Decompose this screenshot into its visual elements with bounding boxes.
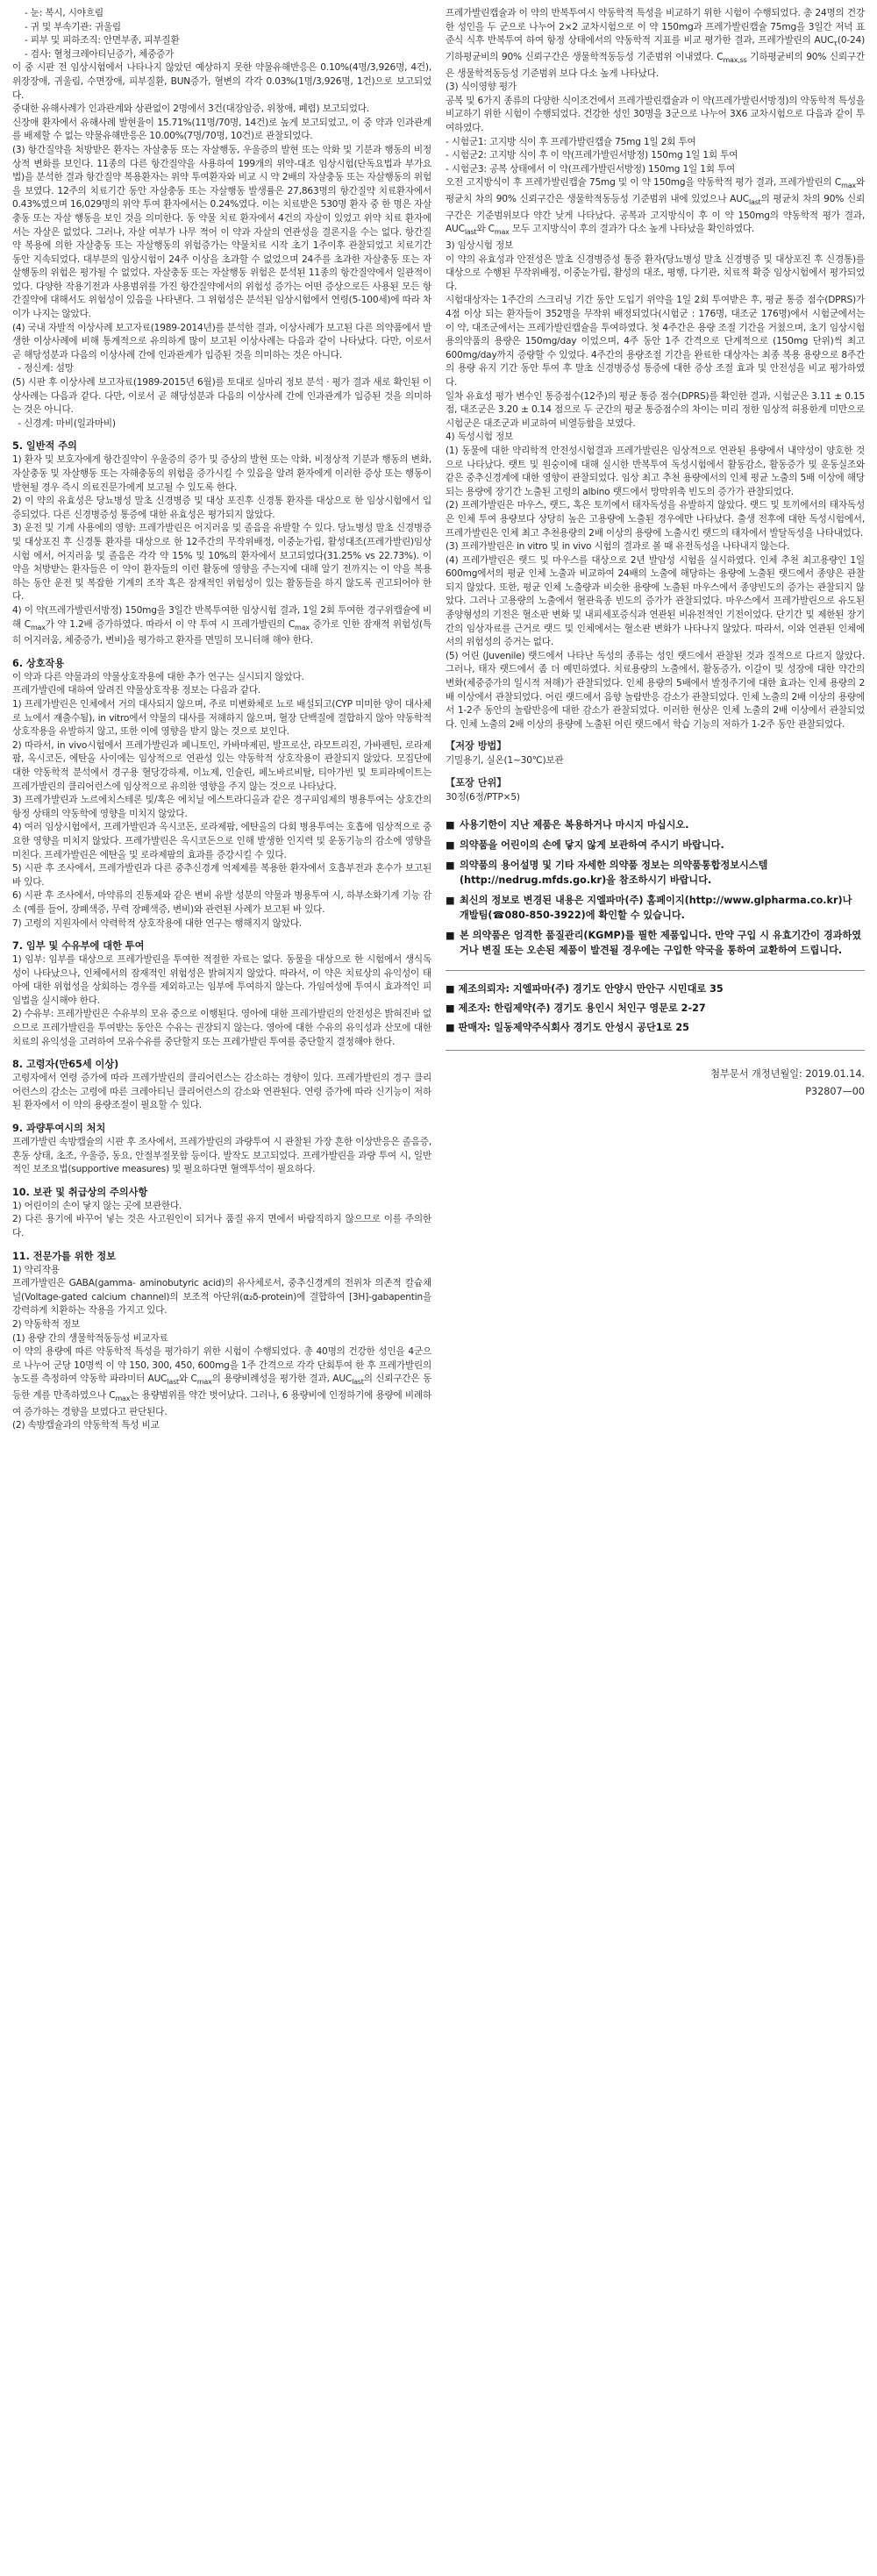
bullet-icon: ■ [446, 818, 455, 831]
para-i5: 5) 시판 후 조사에서, 프레가발린과 다른 중추신경계 억제제를 복용한 환자에서 호흡부전과 혼수가 보고된 바 있다. [12, 863, 435, 888]
subheading: 2) 약동학적 정보 [12, 1318, 81, 1330]
section-heading-5: 5. 일반적 주의 [12, 440, 77, 453]
para-e1: 고령자에서 연령 증가에 따라 프레가발린의 클리어런스는 감소하는 경향이 있다. 프레가발린의 경구 클리어런스의 감소는 고령에 따른 크레아티닌 클리어런스의 감소와 연관된다. 연령 증가에 따라 신기능이 저하된 환자에서 이 약의 용량조절이 필요할 수 있다. [12, 1073, 431, 1111]
intro-line: - 피부 및 피하조직: 안면부종, 피부질환 [25, 35, 180, 46]
expert-info [12, 1264, 435, 1433]
para-p2: 2) 수유부: 프레가발린은 수유부의 모유 중으로 이행된다. 영아에 대한 프레가발린의 안전성은 밝혀진바 없으므로 프레가발린을 투여받는 동안은 수유는 권장되지 않는다. 영아에 대한 수유의 유익성과 산모에 대한 치료의 유익성을 고려하여 모유수유를 중단할지 또는 프레가발린 투여를 중단할지 결정해야 한다. [12, 1009, 435, 1047]
maker-line: ■ 제조자: 한림제약(주) 경기도 용인시 처인구 영문로 2-27 [446, 1002, 706, 1014]
para-s5: (5) 시판 후 이상사례 보고자료(1989-2015년 6월)를 토대로 실마리 정보 분석 · 평가 결과 새로 확인된 이상사례는 다음과 같다. 다만, 이로서 곧 해당성분과 다음의 이상사례 간에 인과관계가 입증된 것을 의미하는 것은 아니다. - 신경계: 마비(일과마비) [12, 377, 431, 429]
subheading: (3) 식이영향 평가 [446, 82, 517, 93]
para-s3: (3) 항간질약을 처방받은 환자는 자살충동 또는 자살행동, 우울증의 발현 또는 악화 및 기분과 행동의 비정상적 변화를 보인다. 11종의 다른 항간질약을 사용하여 199개의 위약-대조 임상시험(단독요법과 부가요법)을 분석한 결과 항간질약 복용환자는 위약 투여환자와 비교 시 약 2배의 자살충동 또는 자살행동의 위험을 보였다. 12주의 치료기간 동안 자살충동 또는 자살행동 발생률은 27,863명의 항간질약 치료환자에서 0.43%였으며 16,029명의 위약 투여 환자에서는 0.24%였다. 이는 치료받은 530명 환자 중 한 명은 자살 충동 또는 자살 행동을 보인 것을 의미한다. 동 약물 치료 환자에서 4건의 자살이 있었고 위약 치료 환자에서는 자살은 없었다. 그러나, 자살 여부가 나무 적어 이 약과 자살의 연관성을 결론지을 수는 없다. 항간질약 복용에 의한 자살충동 또는 자살행동의 위험증가는 약물치료 시작 초기 1주이후 관찰되었고 치료기간 동안 지속되었다. 대부분의 임상시험이 24주 이상을 초과할 수 없었으며 24주를 초과한 자살충동 또는 자살행동의 위험은 평가될 수 없었다. 자살충동 또는 자살행동 위험은 분석된 11종의 항간질약에서 일관적이었다. 다양한 작용기전과 사용범위를 가진 항간질약에서의 위험성 증가는 어떤 증상으로든 사용된 모든 항간질약에 대해서도 위험성이 있음을 나타낸다. 그 위험성은 분석된 임상시험에서 연령(5-100세)에 따라 차이가 나지는 않았다. [12, 144, 435, 320]
subheading: (2) 속방캡슐과의 약동학적 특성 비교 [12, 1420, 160, 1431]
para-i7: 7) 고령의 지원자에서 약력학적 상호작용에 대한 연구는 행해지지 않았다. [12, 917, 302, 929]
para-i6: 6) 시판 후 조사에서, 마약류의 진통제와 같은 변비 유발 성분의 약물과 병용투여 시, 하부소화기계 기능 감소 (예를 들어, 장폐색증, 무력 장폐색증, 변비)와 관련된 사례가 보고된 바 있다. [12, 890, 431, 915]
left-column [12, 7, 435, 1433]
para-p1: 1) 임부: 임부를 대상으로 프레가발린을 투여한 적절한 자료는 없다. 동물을 대상으로 한 시험에서 생식독성이 나타났으나, 인체에서의 잠재적인 위험성은 밝혀지지 않았다. 따라서, 이 약은 치료상의 유익성이 태아에 대한 위험성을 상회하는 경우를 제외하고는 임부에 투여하지 않는다. 가임여성에 투여시 효과적인 피임법을 실시해야 한다. [12, 954, 431, 1006]
notice-item: ■ 본 의약품은 엄격한 품질관리(KGMP)를 필한 제품입니다. 만약 구입 시 유효기간이 경과하였거나 변질 또는 오손된 제품이 발견될 경우에는 구입한 약국을 통하여 교환하여 드립니다. [446, 929, 862, 956]
intro-line: - 귀 및 부속기관: 귀울림 [25, 21, 121, 32]
pk-continued [446, 7, 868, 731]
notice-item: ■ 최신의 정보로 변경된 내용은 지엘파마(주) 홈페이지(http://www.glpharma.co.kr)나 개발팀(☎080-850-3922)에 확인할 수 있습니다. [446, 894, 852, 921]
para-r1: 프레가발린캡슐과 이 약의 반복투여시 약동학적 특성을 비교하기 위한 시험이 수행되었다. 총 24명의 건강한 성인을 두 군으로 나누어 2×2 교차시험으로 이 약 150mg과 프레가발린캡슐 75mg을 3일간 저녁 표준식 식후 반복투여 하여 항정 상태에서의 약동학적 지표를 비교 평가한 결과, 프레가발린의 $AUC_\tau(0-24)$ 기하평균비의 90% 신뢰구간은 생물학적동등성 기준범위 이내였다. $C_{max,ss}$ 기하평균비의 90% 신뢰구간은 생물학적동등성 기준범위 보다 다소 높게 나타났다. [446, 8, 868, 79]
maker-line: ■ 판매자: 일동제약주식회사 경기도 안성시 공단1로 25 [446, 1021, 689, 1033]
divider [446, 1050, 865, 1051]
maker-line: ■ 제조의뢰자: 지엘파마(주) 경기도 안양시 만안구 시민대로 35 [446, 982, 724, 995]
para-r4-2: (2) 프레가발린은 마우스, 랫드, 혹은 토끼에서 태자독성을 유발하지 않았다. 랫드 및 토끼에서의 태자독성은 인체 투여 용량보다 상당히 높은 고용량에 노출된 경우에만 나타났다. 출생 전후에 대한 독성시험에서, 프레가발린은 인체 최고 추천용량의 2배 이상의 용량에 노출시킨 랫드의 태자에서 발달독성을 나타내었다. [446, 500, 868, 539]
divider [446, 970, 865, 971]
para-k2: 2) 다른 용기에 바꾸어 넣는 것은 사고원인이 되거나 품질 유지 면에서 바람직하지 않으므로 이를 주의한다. [12, 1214, 431, 1239]
para-i3: 3) 프레가발린과 노르에치스테론 및/혹은 에치닐 에스트라디올과 같은 경구피임제의 병용투여는 상호간의 항정 상태의 약동학에 영향을 미치지 않았다. [12, 795, 435, 819]
general-cautions [12, 453, 435, 647]
pack-title: 【포장 단위】 [446, 777, 507, 789]
overdose [12, 1136, 435, 1177]
side-effects-continued [12, 7, 435, 431]
para-o1: 프레가발린 속방캡슐의 시판 후 조사에서, 프레가발린의 과량투여 시 관찰된 가장 흔한 이상반응은 졸음증, 혼동 상태, 초조, 우울증, 동요, 안절부절못함 등이다. 발작도 보고되었다. 프레가발린을 과량 투여 시, 일반적인 보조요법(supportive measures) 및 필요하다면 혈액투석이 필요하다. [12, 1137, 435, 1175]
bullet-icon: ■ [446, 838, 455, 851]
notice-list [446, 817, 865, 958]
para-i1: 1) 프레가발린은 인체에서 거의 대사되지 않으며, 주로 미변화체로 뇨로 배설되고(CYP 미미한 양이 대사체로 뇨에서 재출수됨), in vitro에서 약물의 대사를 저해하지 않으며, 혈장 단백질에 결합하지 않아 약동학적 상호작용을 유발하지 않고, 또한 이에 영향을 받지 않는 것으로 보인다. [12, 699, 435, 738]
section-heading-9: 9. 과량투여시의 처치 [12, 1123, 106, 1135]
subheading: 4) 독성시험 정보 [446, 432, 514, 443]
notice-item: ■ 사용기한이 지난 제품은 복용하거나 마시지 마십시오. [446, 818, 689, 831]
para-x1: 프레가발린은 GABA(gamma- aminobutyric acid)의 유사체로서, 중추신경계의 전위차 의존적 칼슘채널(Voltage-gated calcium channel)의 보조적 아단위(α₂δ-protein)에 결합하여 [3H]-gabapentin을 강력하게 치환하는 작용을 가지고 있다. [12, 1278, 435, 1317]
group-item: - 시험군1: 고지방 식이 후 프레가발린캡슐 75mg 1일 2회 투여 [446, 136, 696, 147]
para-r3b: 오전 고지방식이 후 프레가발린캡슐 75mg 및 이 약 150mg을 약동학적 평가 결과, 프레가발린의 $C_{max}$와 평균치 차의 90% 신뢰구간은 생물학적동등성 기준범위 내에 있었으나 $AUC_{last}$의 평균치 차의 90% 신뢰구간은 기준범위보다 약간 낮게 나타났다. 공복과 고지방식이 후 이 약 150mg의 약동학적 평가 결과, $AUC_{last}$와 $C_{max}$ 모두 고지방식이 후의 결과가 다소 높게 나타났을 확인하였다. [446, 177, 868, 237]
para-i4: 4) 여러 임상시험에서, 프레가발린과 옥시코돈, 로라제팜, 에탄올의 다회 병용투여는 호흡에 임상적으로 중요한 영향을 미치지 않았다. 프레가발린은 옥시코돈으로 인해 발생한 인지력 및 운동기능의 감소에 영향을 미친다. 프레가발린은 에탄올 및 로라제팜의 효과를 증강시킬 수 있다. [12, 822, 435, 860]
section-heading-6: 6. 상호작용 [12, 657, 65, 669]
pregnancy [12, 953, 435, 1049]
para-g2: 2) 이 약의 유효성은 당뇨병성 말초 신경병증 및 대상 포진후 신경통 환자를 대상으로 한 임상시험에서 입증되었다. 다른 신경병증성 통증에 대한 유효성은 평가되지 않았다. [12, 496, 431, 520]
para-g1: 1) 환자 및 보호자에게 항간질약이 우울증의 증가 및 증상의 발현 또는 악화, 비정상적 기분과 행동의 변화, 자살충동 및 자살행동 또는 자해충동의 위험을 증가시킬 수 있음을 알려 환자에게 이러한 증상 또는 행동이 발현될 경우 즉시 의료진문가에게 보고될 수 있도록 한다. [12, 454, 435, 493]
bullet-icon: ■ [446, 894, 455, 906]
notice-item: ■ 의약품의 용어설명 및 기타 자세한 의약품 정보는 의약품통합정보시스템(http://nedrug.mfds.go.kr)을 참조하시기 바랍니다. [446, 859, 768, 886]
para-k1: 1) 어린이의 손이 닿지 않는 곳에 보관한다. [12, 1200, 182, 1211]
intro-line: - 눈: 복시, 시야흐림 [25, 8, 103, 18]
pack-text: 30정(6정/PTP×5) [446, 792, 520, 803]
para-s4: (4) 국내 자발적 이상사례 보고자료(1989-2014년)를 분석한 결과, 이상사례가 보고된 다른 의약품에서 발생한 이상사례에 비해 통계적으로 유의하게 많이 보고된 이상사례는 다음과 같이 나타났다. 다만, 이로서 곧 해당성분과 다음의 이상사례 간에 인과관계가 입증된 것을 의미하는 것은 아니다. - 정신계: 섬망 [12, 322, 431, 375]
para-r3c: 이 약의 유효성과 안전성은 말초 신경병증성 통증 환자(당뇨병성 말초 신경병증 및 대상포진 후 신경통)를 대상으로 수행된 무작위배정, 이중눈가림, 활성의 대조, 평행, 다기관, 치료적 확증 임상시험에서 평가되었다. 시험대상자는 1주간의 스크리닝 기간 동안 도입기 위약을 1일 2회 투여받은 후, 평균 통증 점수(DPRS)가 4점 이상 되는 환자들이 352명을 무작위 배정되었다(시험군 : 176명, 대조군 176명)에서 시험군에서는 이 약, 대조군에서는 프레가발린캡슐을 투여하였다. 첫 4주간은 용량 조절 기간을 거쳤으며, 초기 임상시험용의약품의 용량은 150mg/day 이었으며, 4주 동안 1주 간격으로 단계적으로 (150mg 단위)씩 최고 600mg/day까지 증량할 수 있었다. 4주간의 용량조절 기간을 완료한 대상자는 최종 복용 용량으로 8주간의 용량 유지 기간 동안 투여 후 말초 신경병증성 통증에 대한 증상 조절 효과 및 안전성을 비교 평가하였다. 일차 유효성 평가 변수인 통증점수(12주)의 평균 통증 점수(DPRS)를 확인한 결과, 시험군은 3.11 ± 0.15 점, 대조군은 3.20 ± 0.14 점으로 두 군간의 평균 통증점수의 차이는 미리 정한 임상적 허용한계 미만으로 시험군은 대조군과 비교하여 비열등함을 보였다. [446, 253, 865, 429]
interactions [12, 671, 435, 931]
storage-cautions [12, 1200, 431, 1241]
para-r4-4: (4) 프레가발린은 랫드 및 마우스를 대상으로 2년 발암성 시험을 실시하였다. 인체 추천 최고용량인 1일 600mg에서의 평균 인체 노출과 비교하여 24배의 노출에 해당하는 용량에 노출된 랫드에서 종양은 관찰되지 않았다. 또한, 평균 인체 노출량과 비슷한 용량에 노출된 마우스에서 종양빈도의 증가는 관찰되지 않았다. 그러나 고용량의 노출에서 혈관육종 빈도의 증가가 관찰되었다. 마우스에서 프레가발린으로 유도된 종양형성의 기전은 혈소판 변화 및 내피세포증식과 연관된 비유전적인 기전이었다. 단기간 및 제한된 장기간의 임상자료를 근거로 랫드 및 인체에서는 혈소판 변화가 나타나지 않았다. 따라서, 이와 연관된 인체에서의 위험성의 증거는 없다. [446, 554, 868, 648]
para-r3: 공복 및 6가지 종류의 다양한 식이조건에서 프레가발린캡슐과 이 약(프레가발린서방정)의 약동학적 특성을 비교하기 위한 시험이 수행되었다. 건강한 성인 30명을 3군으로 나누어 3X6 교차시험으로 다음과 같이 투여하였다. [446, 95, 868, 133]
notice-item: ■ 의약품을 어린이의 손에 닿지 않게 보관하여 주시기 바랍니다. [446, 838, 724, 851]
right-column [446, 7, 868, 1097]
bullet-icon: ■ [446, 929, 455, 941]
revision-date: 첨부문서 개정년월일: 2019.01.14. [710, 1067, 865, 1080]
para-g4: 4) 이 약(프레가발린서방정) 150mg을 3일간 반복투여한 임상시험 결과, 1일 2회 투여한 경구위캡슐에 비해 $C_{max}$가 약 1.2배 증가하였다. 따라서 이 약 투여 시 프레가발린의 $C_{max}$ 증가로 인한 잠재적 위험성(특히 어지러움, 체중증가, 변비)을 평가하고 환자를 면밀히 모니터해 해야 한다. [12, 604, 431, 646]
bullet-icon: ■ [446, 859, 455, 871]
group-item: - 시험군3: 공복 상태에서 이 약(프레가발린서방정) 150mg 1일 1회 투여 [446, 163, 736, 175]
para-i2: 2) 따라서, in vivo시험에서 프레가발린과 페니토인, 카바마제핀, 발프로산, 라모트리진, 가바펜틴, 로라제팜, 옥시코돈, 에탄올 사이에는 임상적으로 연관성 있는 약동학적 상호작용이 관찰되지 않았다. 모집단에 대한 약동학적 분석에서 경구용 혈당강하제, 이뇨제, 인슐린, 페노바르비탈, 티아가빈 및 토피라메이트는 프레가발린의 클리어런스에 임상적으로 유의한 영향을 주지 않는 것으로 나타났다. [12, 739, 435, 792]
storage-title: 【저장 방법】 [446, 740, 507, 753]
elderly [12, 1072, 431, 1113]
para-r4-3: (3) 프레가발린은 in vitro 및 in vivo 시험의 결과로 볼 때 유전독성을 나타내지 않는다. [446, 541, 790, 553]
para-g3: 3) 운전 및 기계 사용에의 영향: 프레가발린은 어지러움 및 졸음을 유발할 수 있다. 당뇨병성 말초 신경병증 및 대상포진 후 신경통 환자를 대상으로 한 12주간의 무작위배정, 이중눈가림, 활성대조(프레가발린)임상시험 에서, 어지러움 및 졸음은 각각 약 15% 및 10%의 환자에서 보고되었다(31.25% vs 22.73%). 이 약을 처방받는 환자들은 이 약이 환자들의 이런 활동에 영향을 주는지에 대해 알기 전까지는 이 약을 복용하는 동안 운전 및 복잡한 기계의 조작 혹은 잠재적인 위험성이 있는 활동들을 하지 않도록 권고되어야 한다. [12, 523, 435, 603]
section-heading-10: 10. 보관 및 취급상의 주의사항 [12, 1186, 148, 1198]
subheading: 1) 약리작용 [12, 1264, 60, 1275]
para-i-intro: 이 약과 다른 약물과의 약물상호작용에 대한 추가 연구는 실시되지 않았다. 프레가발린에 대하여 알려진 약물상호작용 정보는 다음과 같다. [12, 671, 304, 696]
subheading: 3) 임상시험 정보 [446, 240, 514, 252]
section-heading-11: 11. 전문가를 위한 정보 [12, 1250, 116, 1262]
intro-line: - 검사: 혈청크레아티닌증가, 체중증가 [25, 48, 175, 60]
para-r4-1: (1) 동물에 대한 약리학적 안전성시험결과 프레가발린은 임상적으로 연관된 용량에서 내약성이 양호한 것으로 나타났다. 랫트 및 원숭이에 대해 실시한 반복투여 독성시험에서 활동감소, 활동증가 및 운동실조와 같은 중추신경계에 대한 영향이 관찰되었다. 임상 최고 추천 용량에서의 인체 평균 노출의 5배 이상에 해당되는 용량에 장기간 노출된 고령의 albino 랫드에서 망막위축 빈도의 증가가 관찰되었다. [446, 445, 868, 497]
subheading: (1) 용량 간의 생물학적동등성 비교자료 [12, 1332, 168, 1344]
section-heading-8: 8. 고령자(만65세 이상) [12, 1059, 119, 1071]
para-x2a: 이 약의 용량에 따른 약동학적 특성을 평가하기 위한 시험이 수행되었다. 총 40명의 건강한 성인을 4군으로 나누어 군당 10명씩 이 약 150, 300, 450, 600mg을 1주 간격으로 각각 단회투여 한 후 프레가발린의 농도를 측정하여 약동학 파라미터 $AUC_{last}$와 $C_{max}$의 용량비례성을 평가한 결과, $AUC_{last}$의 신뢰구간은 동등한 계를 만족하였으나 $C_{max}$는 용량범위를 약간 벗어났다. 그러나, 6 용량비에 인정하기에 용량에 비례하여 증가하는 경향을 보였다고 판단된다. [12, 1346, 435, 1417]
group-item: - 시험군2: 고지방 식이 후 이 약(프레가발린서방정) 150mg 1일 1회 투여 [446, 150, 738, 161]
document-code: P32807—00 [805, 1085, 865, 1097]
intro-body: 이 중 시판 전 임상시험에서 나타나지 않았던 예상하지 못한 약물유해반응은 0.10%(4명/3,926명, 4건), 위장장애, 귀울림, 수면장애, 피부질환, BUN증가, 혈변의 각각 0.03%(1명/3,926명, 1건)으로 보고되었다. 중대한 유해사례가 인과관계와 상관없이 2명에서 3건(대장암증, 위창애, 폐렴) 보고되었다. 신장애 환자에서 유해사례 발현율이 15.71%(11명/70명, 14건)로 높게 보고되었고, 이 중 약과 인과관계를 배제할 수 없는 약물유해반응은 10.00%(7명/70명, 10건)로 관찰되었다. [12, 62, 431, 142]
section-heading-7: 7. 임부 및 수유부에 대한 투여 [12, 940, 145, 953]
para-r4-5: (5) 어린 (Juvenile) 랫드에서 나타난 독성의 종류는 성인 랫드에서 관찰된 것과 질적으로 다르지 않았다. 그러나, 태자 랫드에서 좀 더 예민하였다. 치료용량의 노출에서, 활동증가, 이갈이 및 성장에 대한 약간의 변화(체중증가의 일시적 저해)가 관찰되었다. 인체 용량의 5배에서 발정주기에 대한 효과는 인체 용량의 2배 이상에서 관찰되었다. 어린 랫드에서 음향 놀람반응 감소가 관찰되었다. 인체 노출의 2배 이상의 용량에서 1-2주 동안의 놀람반응에 대한 감소가 관찰되었다. 이러한 현상은 인체 노출의 2배 이상에서 관찰되었다. 인체 노출의 2배 이상의 용량에 노출된 어린 랫드에서 학습 기능의 저하가 1-2주 동안 관찰되었다. [446, 650, 868, 730]
storage-text: 기밀용기, 실온(1~30℃)보관 [446, 755, 564, 767]
